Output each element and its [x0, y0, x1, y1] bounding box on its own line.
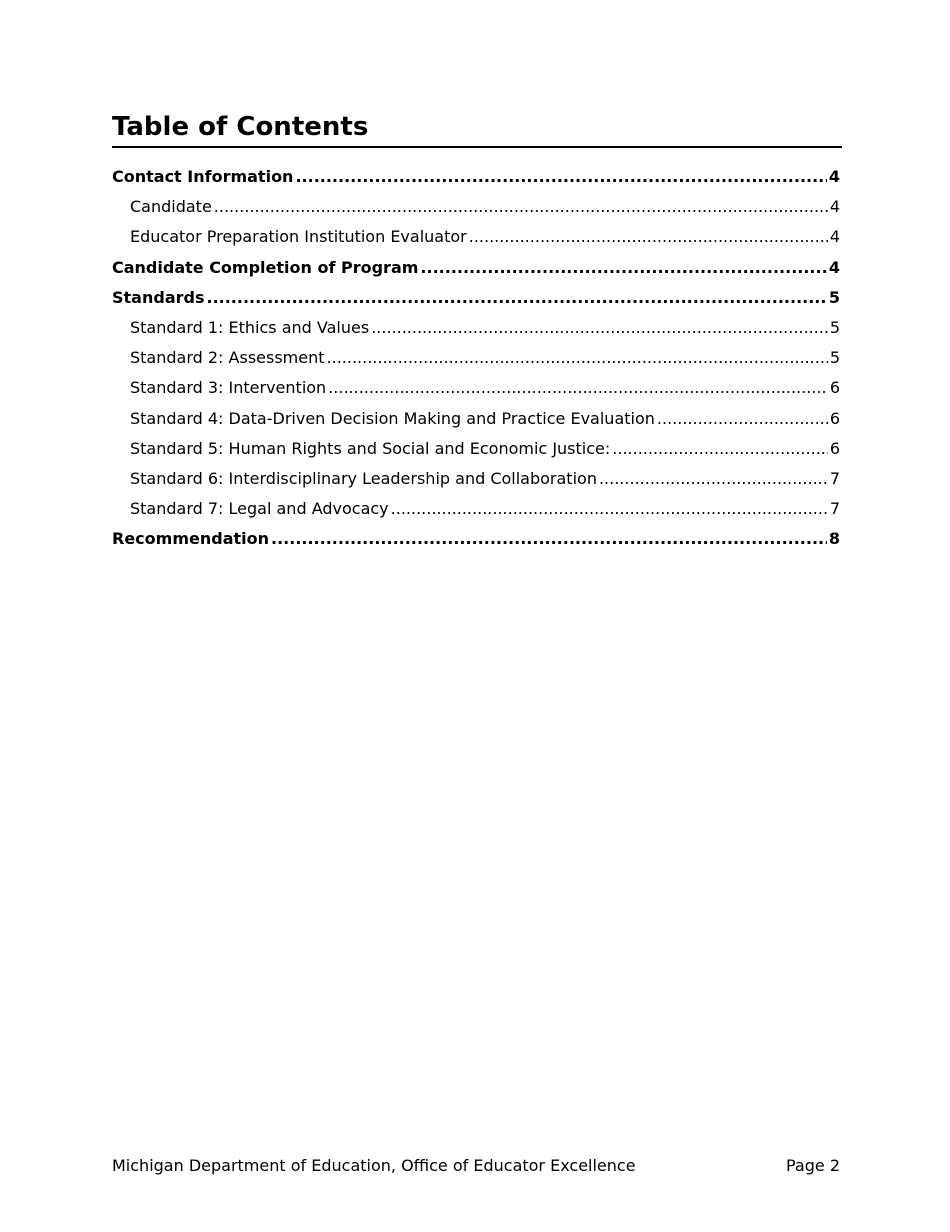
toc-entry-label: Standard 4: Data-Driven Decision Making and Practice Evaluation: [130, 408, 655, 428]
toc-dot-leader: [295, 162, 826, 192]
toc-dot-leader: [599, 464, 828, 494]
toc-entry-page: 5: [829, 348, 840, 368]
toc-entry-candidate[interactable]: [112, 192, 840, 222]
toc-entry-recommendation[interactable]: [112, 524, 840, 554]
toc-dot-leader: [371, 313, 828, 343]
toc-entry-label: Standards: [112, 287, 205, 307]
toc-entry-page: 4: [829, 227, 840, 247]
toc-entry-label: Educator Preparation Institution Evaluator: [130, 227, 467, 247]
toc-entry-label: Recommendation: [112, 529, 269, 549]
toc-entry-page: 4: [828, 167, 840, 186]
toc-entry-page: 6: [829, 378, 840, 398]
toc-entry-label: Contact Information: [112, 167, 294, 186]
toc-entry-page: 5: [829, 317, 840, 337]
toc-dot-leader: [612, 434, 828, 464]
toc-dot-leader: [327, 343, 828, 373]
toc-dot-leader: [420, 253, 826, 283]
toc-entry-label: Standard 2: Assessment: [130, 348, 325, 368]
toc-entry-contact-information[interactable]: [112, 162, 840, 192]
toc-entry-standard-2[interactable]: [112, 343, 840, 373]
toc-entry-standard-5[interactable]: [112, 434, 840, 464]
toc-entry-label: Candidate Completion of Program: [112, 257, 419, 277]
toc-entry-standard-4[interactable]: [112, 404, 840, 434]
toc-entry-label: Standard 1: Ethics and Values: [130, 317, 370, 337]
toc-heading: Table of Contents: [112, 110, 842, 148]
toc-entry-standard-7[interactable]: [112, 494, 840, 524]
toc-entry-label: Standard 7: Legal and Advocacy: [130, 499, 389, 519]
toc-dot-leader: [271, 524, 827, 554]
toc-dot-leader: [206, 283, 826, 313]
footer-page-number: Page 2: [786, 1156, 840, 1175]
toc-entry-standards[interactable]: [112, 283, 840, 313]
toc-entry-page: 8: [828, 529, 840, 549]
toc-entry-page: 4: [828, 257, 840, 277]
toc-entry-page: 7: [829, 499, 840, 519]
toc-entry-page: 7: [829, 468, 840, 488]
toc-entry-label: Standard 3: Intervention: [130, 378, 327, 398]
toc-entry-label: Standard 6: Interdisciplinary Leadership and Collaboration: [130, 468, 597, 488]
footer-organization: Michigan Department of Education, Office of Educator Excellence: [112, 1156, 636, 1175]
toc-dot-leader: [469, 222, 828, 252]
toc-entry-epi-evaluator[interactable]: [112, 222, 840, 252]
toc-list: [112, 162, 840, 554]
toc-dot-leader: [328, 373, 828, 403]
toc-dot-leader: [214, 192, 828, 222]
toc-entry-page: 6: [829, 438, 840, 458]
toc-entry-page: 6: [829, 408, 840, 428]
toc-entry-standard-1[interactable]: [112, 313, 840, 343]
toc-entry-page: 5: [828, 287, 840, 307]
toc-dot-leader: [657, 404, 828, 434]
toc-entry-standard-3[interactable]: [112, 373, 840, 403]
toc-entry-label: Standard 5: Human Rights and Social and Economic Justice:: [130, 438, 611, 458]
toc-entry-page: 4: [829, 197, 840, 217]
toc-entry-candidate-completion[interactable]: [112, 253, 840, 283]
toc-entry-label: Candidate: [130, 197, 212, 217]
toc-entry-standard-6[interactable]: [112, 464, 840, 494]
toc-dot-leader: [391, 494, 828, 524]
page-footer: [112, 1155, 840, 1177]
